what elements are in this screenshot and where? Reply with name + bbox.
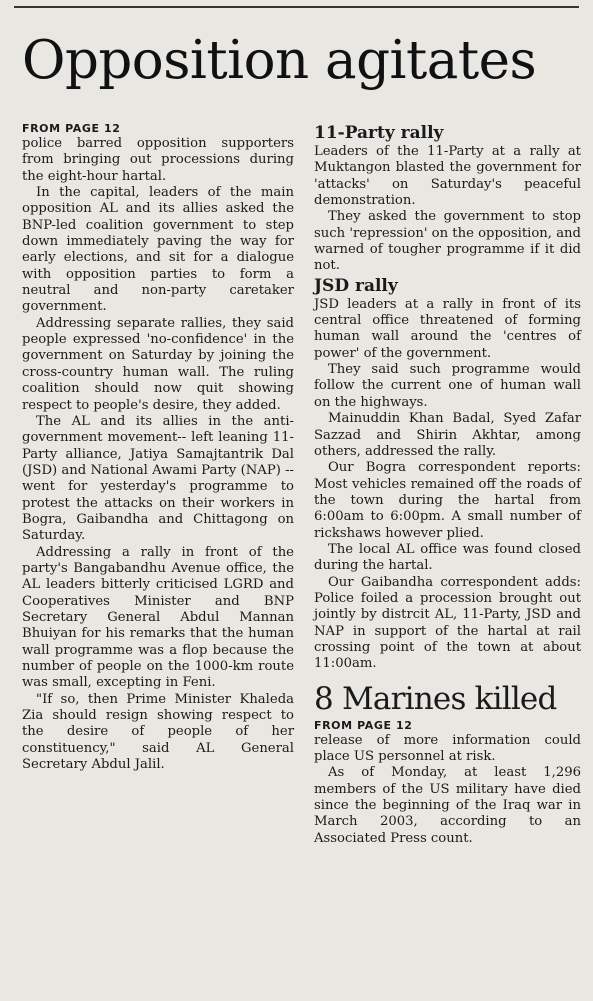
headline: Opposition agitates bbox=[22, 30, 537, 91]
paragraph: JSD leaders at a rally in front of its central office threatened of forming human wall around the 'centres of power' of the government. bbox=[314, 296, 581, 361]
paragraph: They said such programme would follow the current one of human wall on the highways. bbox=[314, 362, 581, 410]
subhead-jsd-rally: JSD rally bbox=[314, 275, 398, 296]
paragraph: Our Bogra correspondent reports: Most vehicles remained off the roads of the town during the hartal from 6:00am to 6:00pm. A small number of rickshaws however plied. bbox=[314, 460, 581, 541]
paragraph: As of Monday, at least 1,296 members of the US military have died since the beginning of the Iraq war in March 2003, according to an Associated Press count. bbox=[314, 765, 581, 846]
paragraph: The local AL office was found closed during the hartal. bbox=[314, 541, 581, 574]
left-column bbox=[22, 122, 294, 773]
paragraph: "If so, then Prime Minister Khaleda Zia should resign showing respect to the desire of people of her constituency," said AL General Secretary Abdul Jalil. bbox=[22, 691, 294, 773]
paragraph: The AL and its allies in the anti-government movement-- left leaning 11-Party alliance, Jatiya Samajtantrik Dal (JSD) and National Awami Party (NAP) -- went for yesterday's programme to protest the attacks on their workers in Bogra, Gaibandha and Chittagong on Saturday. bbox=[22, 413, 294, 544]
paragraph: In the capital, leaders of the main opposition AL and its allies asked the BNP-led coalition government to step down immediately paving the way for early elections, and sit for a dialogue with opposition parties to form a neutral and non-party caretaker government. bbox=[22, 185, 294, 315]
paragraph: Mainuddin Khan Badal, Syed Zafar Sazzad and Shirin Akhtar, among others, addressed the rally. bbox=[314, 411, 581, 459]
paragraph: police barred opposition supporters from bringing out processions during the eight-hour hartal. bbox=[22, 136, 294, 184]
story2-kicker: FROM PAGE 12 bbox=[314, 718, 413, 732]
paragraph: Leaders of the 11-Party at a rally at Muktangon blasted the government for 'attacks' on Saturday's peaceful demonstration. bbox=[314, 144, 581, 209]
paragraph: release of more information could place US personnel at risk. bbox=[314, 732, 581, 764]
paragraph: Addressing a rally in front of the party's Bangabandhu Avenue office, the AL leaders bitterly criticised LGRD and Cooperatives Minister and BNP Secretary General Abdul Mannan Bhuiyan for his remarks that the human wall programme was a flop because the number of people on the 1000-km route was small, excepting in Feni. bbox=[22, 544, 294, 691]
right-column bbox=[314, 122, 581, 847]
top-rule bbox=[14, 6, 579, 8]
continuation-kicker: FROM PAGE 12 bbox=[22, 122, 121, 135]
story2-headline: 8 Marines killed bbox=[314, 680, 557, 717]
paragraph: Our Gaibandha correspondent adds: Police foiled a procession brought out jointly by distrcit AL, 11-Party, JSD and NAP in support of the hartal at rail crossing point of the town at about 11:00am. bbox=[314, 574, 581, 672]
subhead-11-party-rally: 11-Party rally bbox=[314, 123, 444, 143]
paragraph: Addressing separate rallies, they said people expressed 'no-confidence' in the government on Saturday by joining the cross-country human wall. The ruling coalition should now quit showing respect to people's desire, they added. bbox=[22, 315, 294, 413]
paragraph: They asked the government to stop such 'repression' on the opposition, and warned of tougher programme if it did not. bbox=[314, 209, 581, 274]
